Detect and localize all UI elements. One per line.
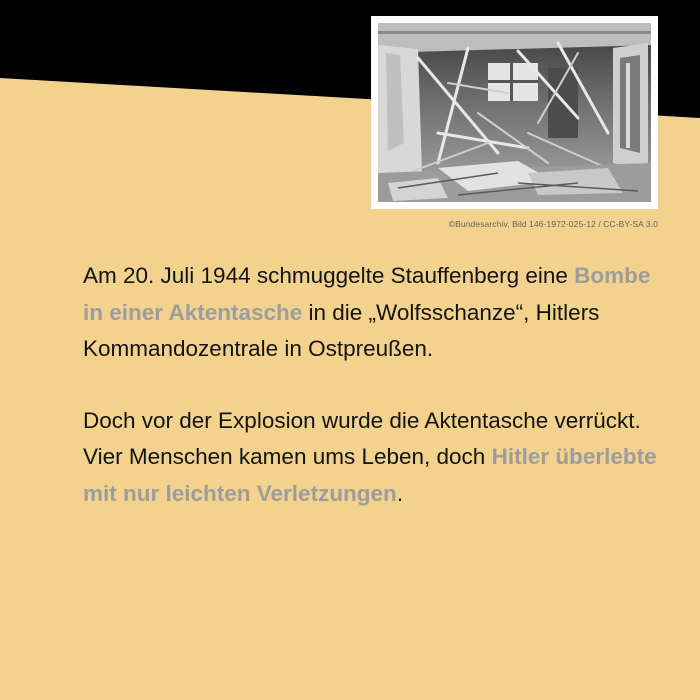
photo-credit: ©Bundesarchiv, Bild 146-1972-025-12 / CC-BY-SA 3.0: [448, 219, 658, 229]
body-text: [83, 258, 663, 512]
paragraph-1-text-b: in die „Wolfsschanze“, Hitlers Kommandozentrale in Ostpreußen.: [83, 299, 600, 361]
paragraph-1: [83, 258, 663, 368]
paragraph-1-highlight: Bombe in einer Aktentasche: [83, 263, 651, 325]
paragraph-2-text-b: .: [396, 480, 404, 506]
paragraph-1-text-a: Am 20. Juli 1944 schmuggelte Stauffenberg eine: [83, 263, 575, 288]
historical-photo: [371, 16, 658, 209]
paragraph-2-text-a: Doch vor der Explosion wurde die Aktentasche verrückt. Vier Menschen kamen ums Leben, doch: [83, 407, 641, 469]
photo-destroyed-room-icon: [378, 23, 651, 202]
paragraph-2-highlight: Hitler überlebte mit nur leichten Verletzungen: [83, 444, 657, 506]
paragraph-2: [83, 403, 663, 513]
